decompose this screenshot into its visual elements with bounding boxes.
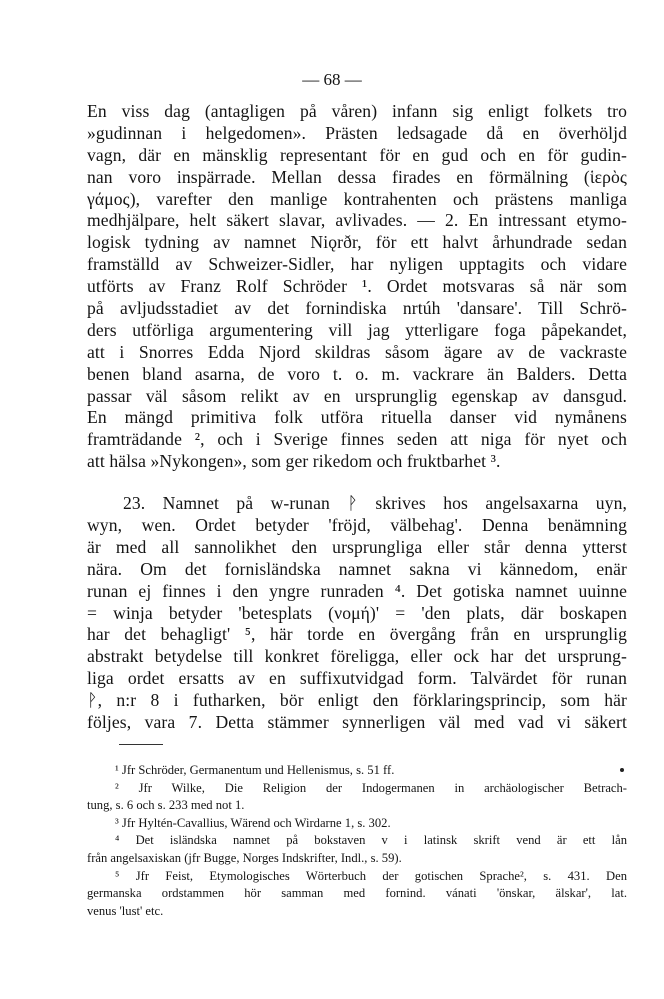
text-line: att hälsa »Nykongen», som ger rikedom och fruktbarhet ³.: [87, 451, 501, 472]
text-line: γάμος), varefter den manlige kontrahenten och prästens manliga: [87, 188, 627, 209]
text-line: på avljudsstadiet av det fornindiska nrtúh 'dansare'. Till Schrö-: [87, 298, 627, 319]
text-line: liga ordet ersatts av en suffixutvidgad form. Talvärdet för runan: [87, 668, 627, 689]
paragraph-1: [87, 101, 627, 473]
text-line: vagn, där en mänsklig representant för en gud och en för gudin-: [87, 144, 627, 165]
footnote-5-cont: germanska ordstammen hör samman med fornind. vánati 'önskar, älskar', lat.: [87, 886, 627, 901]
text-line: ᚹ, n:r 8 i futharken, bör enligt den förklaringsprincip, som här: [87, 690, 627, 711]
text-line: »gudinnan i helgedomen». Prästen ledsagade då en överhöljd: [87, 122, 627, 143]
text-line: = winja betyder 'betesplats (νομή)' = 'den plats, där boskapen: [87, 602, 627, 623]
text-line: 23. Namnet på w-runan ᚹ skrives hos angelsaxarna uyn,: [123, 493, 627, 514]
text-line: har det behagligt' ⁵, här torde en övergång från en ursprunglig: [87, 624, 627, 645]
text-line: En viss dag (antagligen på våren) infann sig enligt folkets tro: [87, 101, 627, 121]
text-line: att i Snorres Edda Njord skildras såsom ägare av de vackraste: [87, 341, 627, 362]
text-line: utförts av Franz Rolf Schröder ¹. Ordet motsvaras så när som: [87, 276, 627, 297]
text-line: abstrakt betydelse till konkret föreligga, eller ock har det ursprung-: [87, 646, 627, 667]
text-line: medhjälpare, helt säkert slavar, avlivades. — 2. En intressant etymo-: [87, 210, 627, 231]
text-line: En mängd primitiva folk utföra rituella danser vid nymånens: [87, 407, 627, 428]
text-line: är med all sannolikhet den ursprungliga eller står denna ytterst: [87, 536, 627, 557]
paragraph-2: [87, 493, 627, 734]
text-line: benen bland asarna, de voro t. o. m. vackrare än Balders. Detta: [87, 363, 627, 384]
footnote-5: ⁵ Jfr Feist, Etymologisches Wörterbuch der gotischen Sprache², s. 431. Den: [115, 868, 627, 883]
footnote-4: ⁴ Det isländska namnet på bokstaven v i latinsk skrift vend är ett lån: [115, 833, 627, 848]
footnote-2-cont: tung, s. 6 och s. 233 med not 1.: [87, 798, 245, 813]
text-line: logisk tydning av namnet Niǫrðr, för ett halvt århundrade sedan: [87, 232, 627, 253]
text-line: ders utförliga argumentering vill jag ytterligare foga påpekandet,: [87, 319, 627, 340]
text-line: wyn, wen. Ordet betyder 'fröjd, välbehag'. Denna benämning: [87, 515, 627, 536]
page-number: — 68 —: [302, 70, 362, 89]
footnote-1: ¹ Jfr Schröder, Germanentum und Hellenismus, s. 51 ff.: [115, 763, 395, 777]
footnotes: [87, 762, 627, 920]
footnote-3: ³ Jfr Hyltén-Cavallius, Wärend och Wirdarne 1, s. 302.: [115, 815, 391, 830]
text-line: nan voro inspärrade. Mellan dessa firades en förmälning (ἱερὸς: [87, 166, 627, 187]
footnote-4-cont: från angelsaxiskan (jfr Bugge, Norges Indskrifter, Indl., s. 59).: [87, 850, 402, 865]
body-text: [87, 101, 627, 734]
text-line: följes, vara 7. Detta stämmer synnerligen väl med vad vi säkert: [87, 712, 627, 733]
footnote-divider: [119, 744, 163, 745]
footnote-2: ² Jfr Wilke, Die Religion der Indogermanen in archäologischer Betrach-: [115, 780, 627, 795]
text-line: runan ej finnes i den yngre runraden ⁴. Det gotiska namnet uuinne: [87, 580, 627, 601]
text-line: framställd av Schweizer-Sidler, har nyligen upptagits och vidare: [87, 254, 627, 275]
text-line: nära. Om det fornisländska namnet sakna vi kännedom, enär: [87, 558, 627, 579]
text-line: framträdande ², och i Sverige finnes seden att niga för nyet och: [87, 429, 627, 450]
text-line: passar väl såsom relikt av en ursprunglig egenskap av dansgud.: [87, 385, 627, 406]
footnote-5-end: venus 'lust' etc.: [87, 903, 164, 918]
